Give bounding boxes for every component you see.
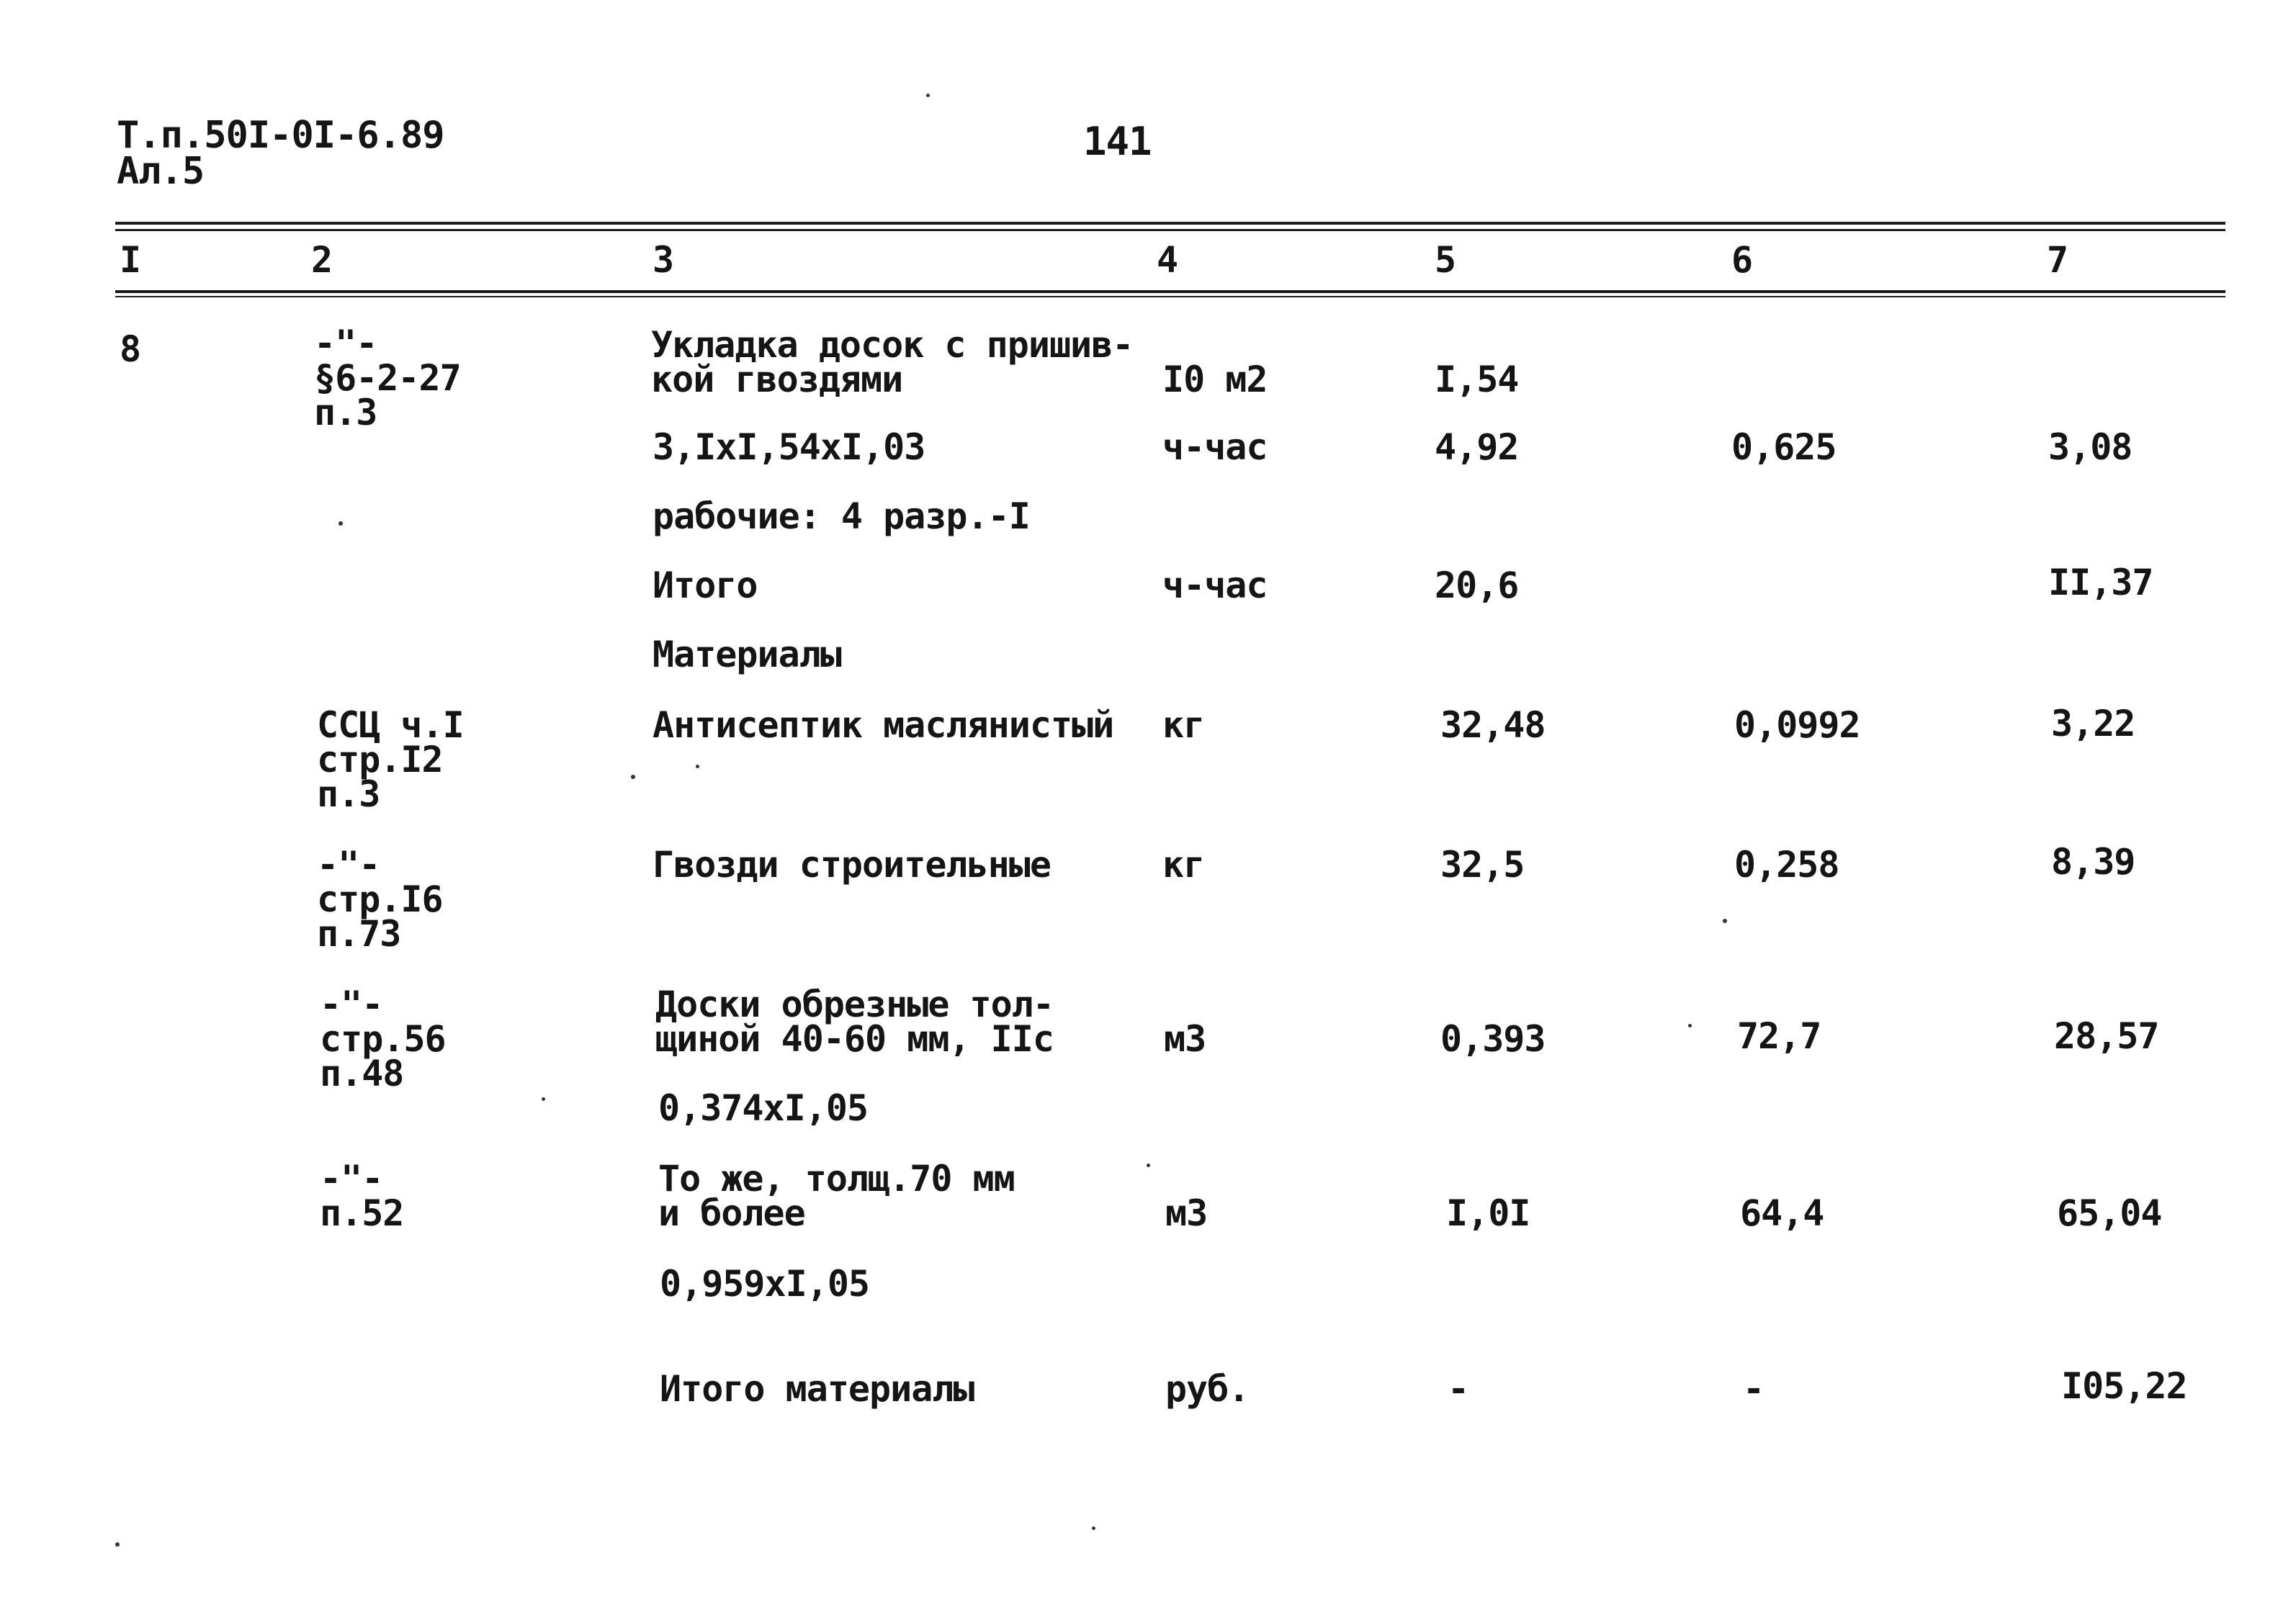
mat2-ref-item: п.73 [317,913,401,955]
mat4-unit: м3 [1165,1192,1208,1234]
scan-speck [1688,1024,1692,1027]
mat3-name-line2: щиной 40-60 мм, IIс [655,1018,1054,1060]
mat4-ref-ditto: -"- [320,1158,383,1200]
mat4-qty: I,0I [1446,1192,1530,1234]
mat3-ref-item: п.48 [320,1053,404,1094]
scan-speck [631,775,635,779]
header-rule-bottom-inner [115,296,2225,297]
mat3-qty: 0,393 [1440,1018,1546,1060]
total-materials-unit: руб. [1165,1368,1250,1410]
row-index: 8 [120,328,141,370]
mat3-price: 72,7 [1737,1015,1821,1057]
calc-line-1-unit: ч-час [1162,426,1268,468]
work-qty: I,54 [1435,359,1519,400]
calc-line-1-price: 0,625 [1731,426,1837,468]
work-unit: I0 м2 [1162,359,1268,400]
mat3-name-line1: Доски обрезные тол- [655,984,1054,1025]
mat4-total: 65,04 [2057,1192,2162,1234]
mat1-qty: 32,48 [1440,704,1546,746]
itogo-qty: 20,6 [1435,564,1519,606]
document-code: Т.п.50I-0I-6.89 [117,114,444,157]
mat3-ref-ditto: -"- [320,984,383,1025]
mat1-unit: кг [1162,704,1205,746]
mat3-total: 28,57 [2054,1015,2159,1057]
mat4-price: 64,4 [1740,1192,1824,1234]
itogo-label: Итого [653,564,758,606]
column-header-4: 4 [1157,239,1178,281]
column-header-5: 5 [1435,239,1456,281]
mat1-price: 0,0992 [1734,704,1860,746]
workers-line: рабочие: 4 разр.-I [653,495,1030,537]
mat4-name-line1: То же, толщ.70 мм [658,1158,1015,1200]
row-ref-ditto: -"- [314,323,377,364]
calc-line-1-total: 3,08 [2048,426,2133,468]
materials-heading: Материалы [653,634,841,675]
mat4-name-line2: и более [658,1192,805,1234]
mat3-calc: 0,374xI,05 [658,1087,869,1129]
mat1-ref-item: п.3 [317,773,380,815]
column-header-2: 2 [311,239,333,281]
mat2-ref-ditto: -"- [317,844,380,886]
mat4-ref-item: п.52 [320,1192,404,1234]
scan-speck [338,521,343,526]
scan-speck [542,1097,545,1101]
scan-speck [115,1542,120,1547]
column-header-1: I [120,239,141,281]
work-name-line1: Укладка досок с пришив- [651,324,1134,366]
mat2-name: Гвозди строительные [653,844,1051,886]
work-name-line2: кой гвоздями [651,359,903,400]
mat3-ref-page: стр.56 [320,1018,446,1060]
mat4-calc: 0,959xI,05 [660,1263,870,1305]
mat2-unit: кг [1162,844,1205,886]
column-header-3: 3 [653,239,674,281]
header-rule-bottom [115,290,2225,293]
mat1-total: 3,22 [2051,703,2135,744]
row-ref-norm: §6-2-27 [314,357,461,399]
total-materials-label: Итого материалы [660,1368,974,1410]
scan-speck [1092,1526,1095,1530]
scan-speck [696,765,699,768]
itogo-unit: ч-час [1162,564,1268,606]
header-rule-top-inner [115,229,2225,231]
scan-speck [1147,1164,1150,1167]
scan-speck [926,94,930,97]
scan-speck [1723,919,1727,923]
page-number: 141 [1083,119,1152,164]
mat2-total: 8,39 [2051,841,2135,883]
mat2-ref-page: стр.I6 [317,878,443,920]
calc-line-1-qty: 4,92 [1435,426,1519,468]
header-rule-top [115,222,2225,225]
column-header-7: 7 [2047,239,2068,281]
mat1-ref-catalog: ССЦ ч.I [317,704,464,746]
total-materials-price: - [1743,1368,1764,1410]
total-materials-qty: - [1448,1368,1469,1410]
album-label: Ал.5 [117,150,205,193]
mat1-ref-page: стр.I2 [317,739,443,780]
total-materials-total: I05,22 [2061,1365,2187,1407]
column-header-6: 6 [1731,239,1753,281]
row-ref-item: п.3 [314,392,377,433]
itogo-total: II,37 [2048,562,2153,603]
calc-line-1: 3,IxI,54xI,03 [653,426,925,468]
mat2-price: 0,258 [1734,844,1839,886]
mat2-qty: 32,5 [1440,844,1525,886]
mat1-name: Антисептик маслянистый [653,704,1114,746]
mat3-unit: м3 [1164,1018,1206,1060]
